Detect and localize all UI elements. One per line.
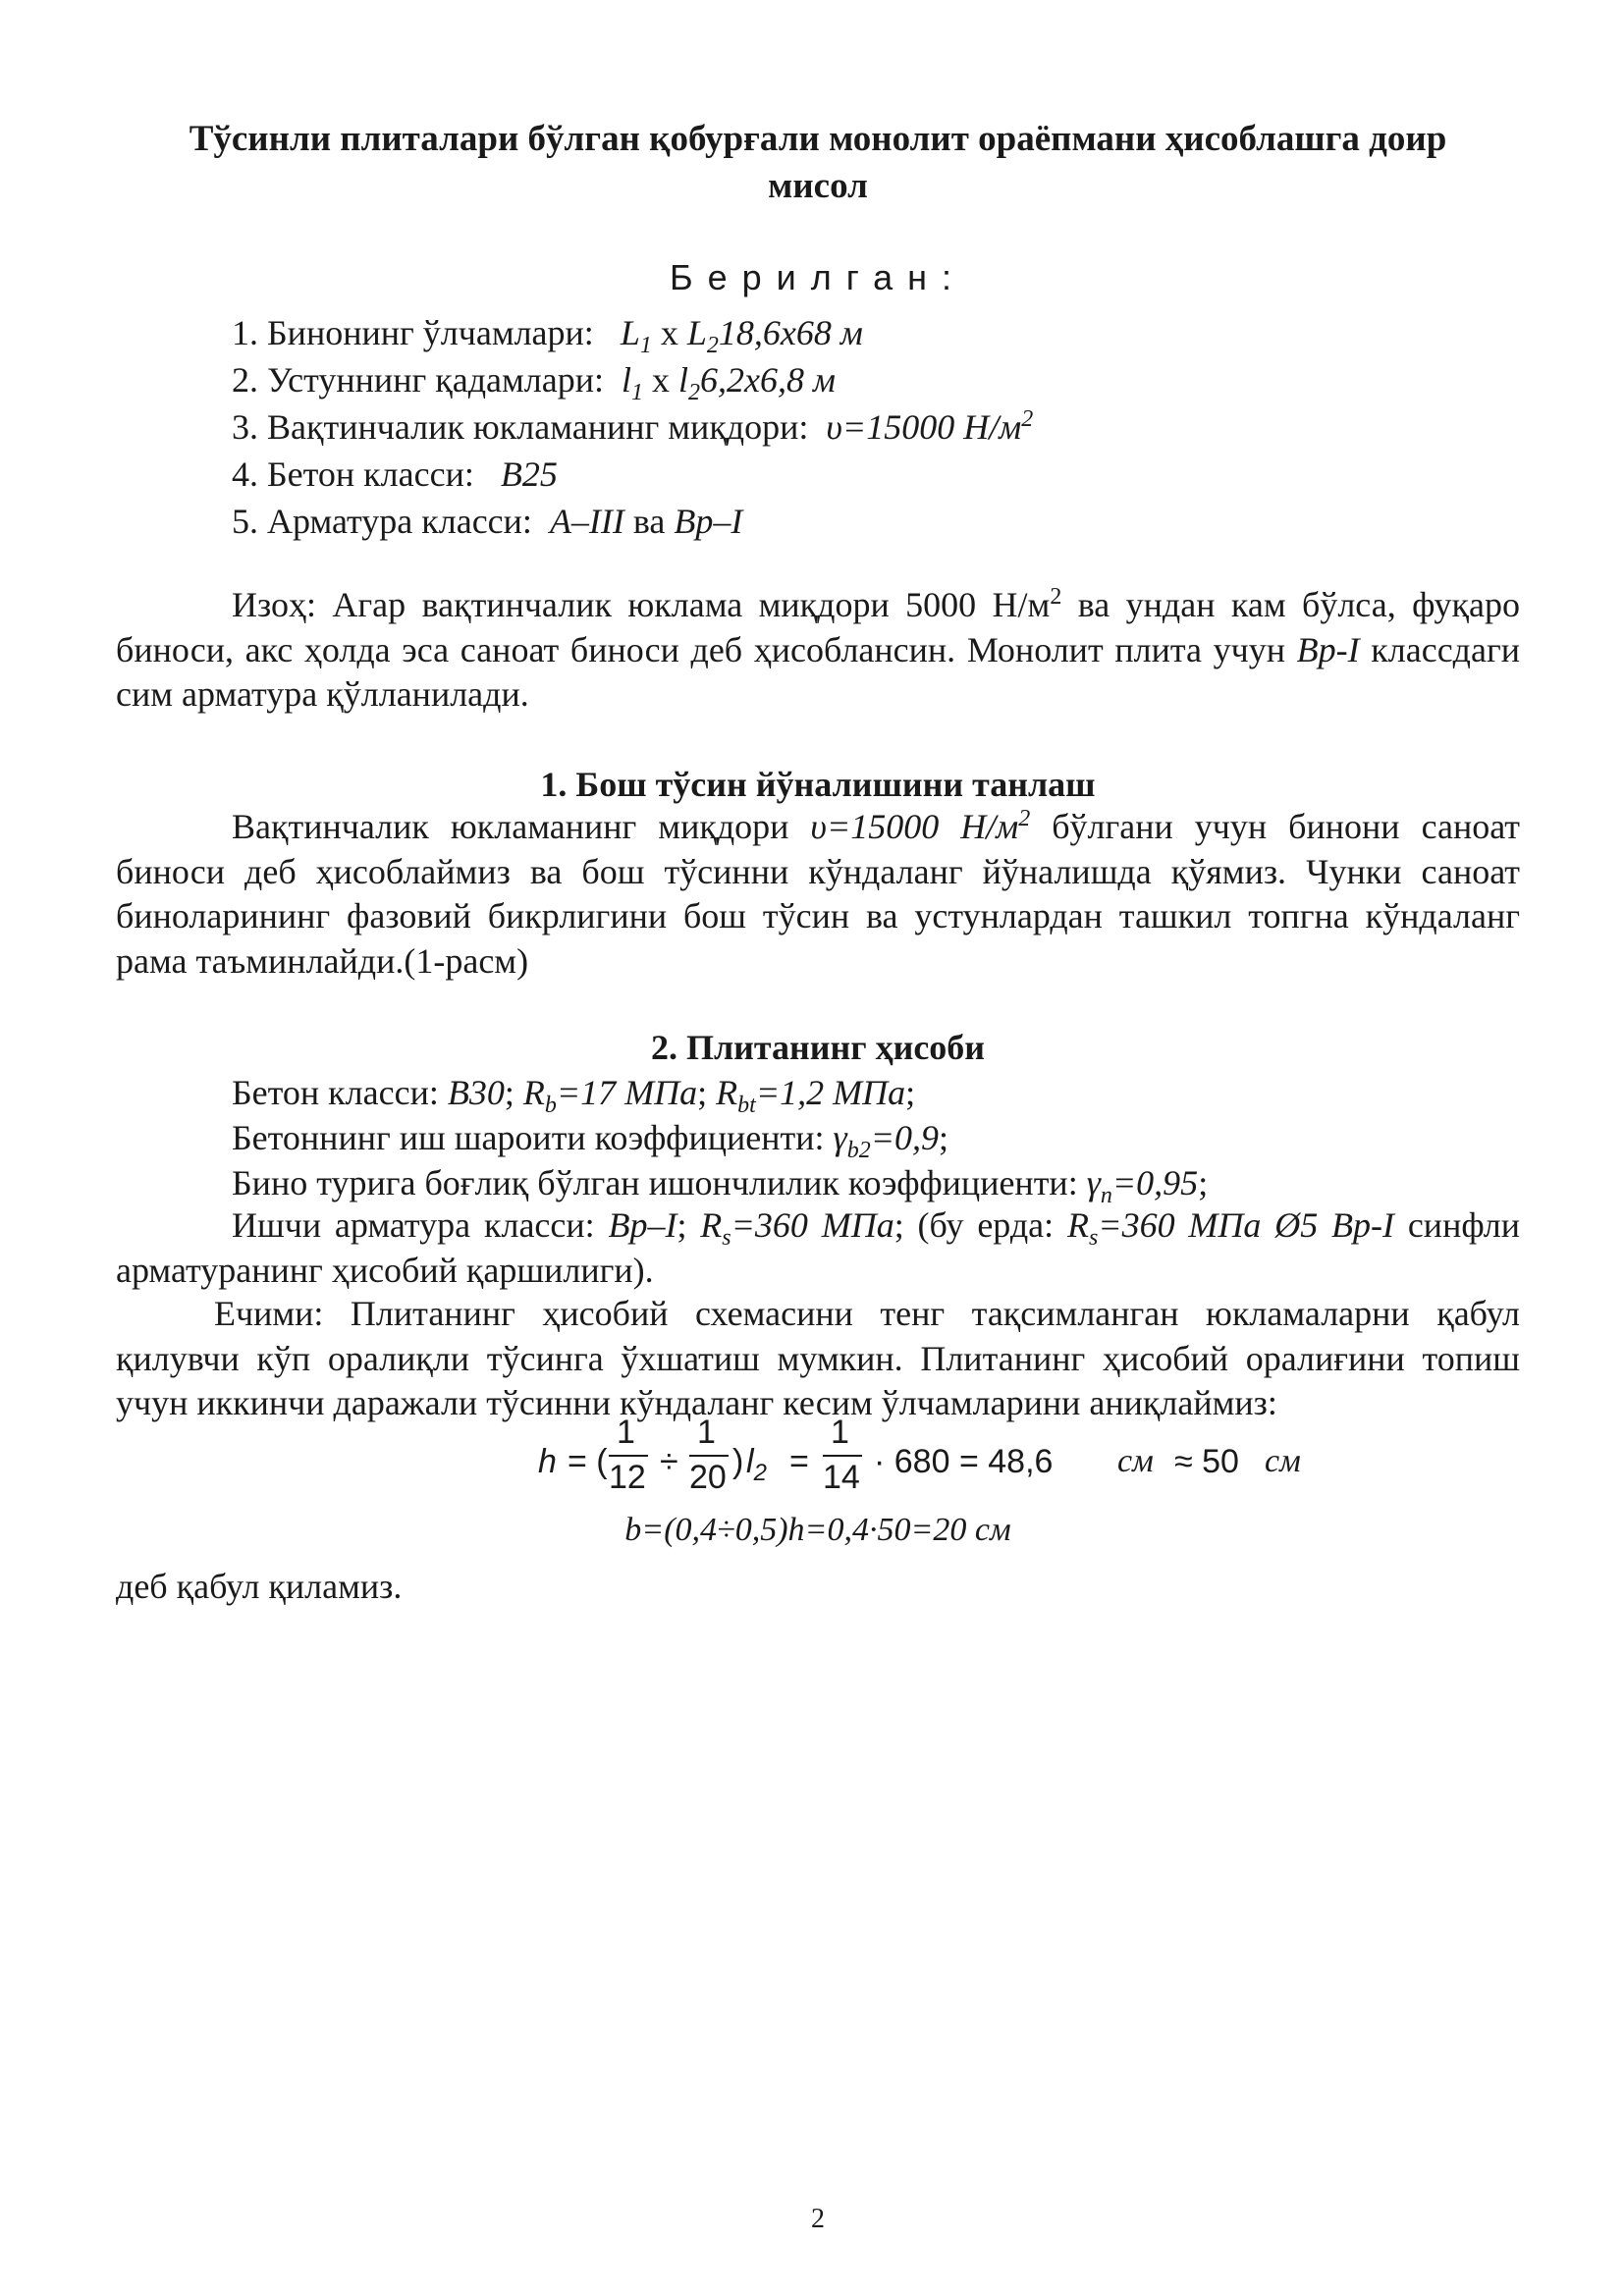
solution-paragraph: Ечими: Плитанинг ҳисобий схемасини тенг тақсимланган юкламаларни қабул қилувчи кўп оралиқли тўсинга ўхшатиш мумкин. Плитанинг ҳисобий оралиғини топиш учун иккинчи даражали тўсинни кўндаланг кесим ўлчамларини аниқлаймиз:: [116, 1294, 1520, 1422]
section-2-heading: 2. Плитанинг ҳисоби: [650, 1028, 986, 1067]
rebar-class-paragraph: Ишчи арматура класси: Вр–I; $R_s=360$ МПа; (бу ерда: $R_s=360$ МПа Ø5 Вр-I синфли арматуранинг ҳисобий қаршилиги).: [116, 1205, 1520, 1290]
given-item-1: 1. Бинонинг ўлчамлари: $L_1$ х $L_218,6х68$ м: [232, 313, 863, 359]
document-page: [116, 0, 1520, 2296]
given-item-2: 2. Устуннинг қадамлари: $l_1$ х $l_26,2х6,8$ м: [232, 360, 836, 406]
reliability-coefficient-line: Бино турига боғлиқ бўлган ишончлилик коэффициенти: $\gamma_n=0,95$;: [232, 1163, 1209, 1209]
closing-line: деб қабул қиламиз.: [116, 1567, 403, 1606]
concrete-class-line: Бетон класси: В30; $R_b=17$ МПа; $R_{bt}=1,2$ МПа;: [232, 1073, 916, 1119]
title-line-1: Тўсинли плиталари бўлган қобурғали монолит ораёпмани ҳисоблашга доир: [189, 119, 1447, 159]
title-line-2: мисол: [768, 166, 868, 206]
given-item-4: 4. Бетон класси: В25: [232, 454, 558, 494]
given-item-5: 5. Арматура класси: А–III ва Вр–I: [232, 502, 743, 541]
concrete-coefficient-line: Бетоннинг иш шароити коэффициенти: $\gamma_{b2}=0,9$;: [232, 1118, 949, 1164]
formula-b: b=(0,4÷0,5)h=0,4·50=20 см: [624, 1512, 1011, 1548]
given-item-3: 3. Вақтинчалик юкламанинг миқдори: υ=15000 $Н/м^2$: [232, 406, 1034, 447]
note-paragraph: Изоҳ: Агар вақтинчалик юклама миқдори 5000 $Н/м^2$ ва ундан кам бўлса, фуқаро биноси, акс ҳолда эса саноат биноси деб ҳисоблансин. Монолит плита учун Вр-I классдаги сим арматура қўлланилади.: [116, 584, 1521, 714]
page-number: 2: [811, 2204, 825, 2234]
formula-h: h = ( 1 12 ÷ 1 20 ) $l_2$ = 1 14 · 680 = 48,6 см ≈ 50 см: [538, 1414, 1301, 1496]
document-title: [116, 116, 1520, 210]
section-1-paragraph: Вақтинчалик юкламанинг миқдори υ=15000 $Н/м^2$ бўлгани учун бинони саноат биноси деб ҳисоблаймиз ва бош тўсинни кўндаланг йўналишда қўямиз. Чунки саноат биноларининг фазовий бикрлигини бош тўсин ва устунлардан ташкил топгна кўндаланг рама таъминлайди.(1-расм): [116, 806, 1521, 981]
given-heading: Берилган:: [669, 257, 967, 297]
section-1-heading: 1. Бош тўсин йўналишини танлаш: [540, 765, 1096, 804]
